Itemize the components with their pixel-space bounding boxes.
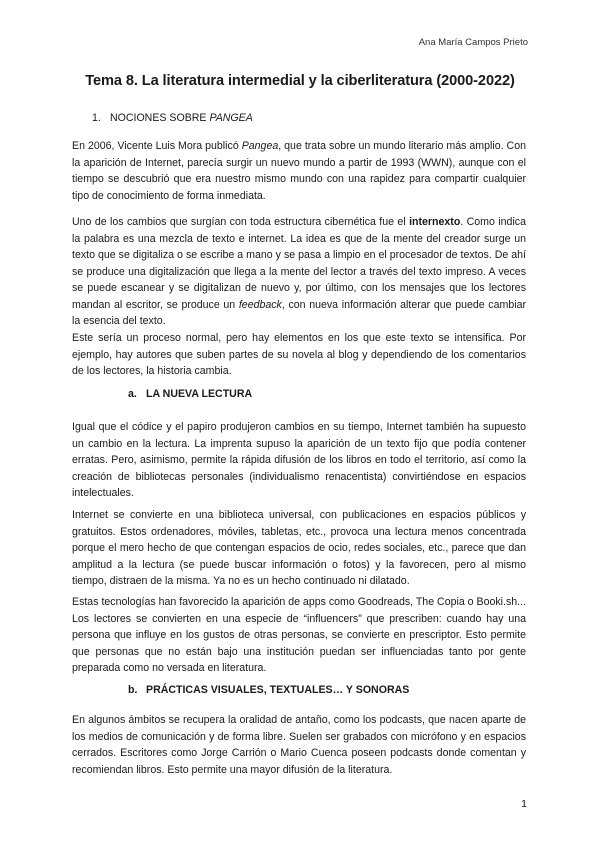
subsection-letter: b. <box>128 684 138 696</box>
section-title-italic: PANGEA <box>209 112 253 124</box>
section-number: 1. <box>92 112 101 124</box>
document-title: Tema 8. La literatura intermedial y la ciberliteratura (2000-2022) <box>85 73 515 89</box>
paragraph-1: En 2006, Vicente Luis Mora publicó Pangea, que trata sobre un mundo literario más amplio. Con la aparición de Internet, parecía surgir un nuevo mundo a partir de 1993 (WWN), aunque con el tiempo se descubrió que era nuestro mismo mundo con una rapidez para compartir cualquier tipo de conocimiento de forma inmediata. <box>72 140 526 202</box>
section-title: NOCIONES SOBRE <box>109 112 210 124</box>
term-feedback: feedback <box>238 298 282 311</box>
paragraph-2: Uno de los cambios que surgían con toda estructura cibernética fue el internexto. Como indica la palabra es una mezcla de texto e internet. La idea es que de la mente del creador surge un texto que se digitaliza o se escribe a mano y se pasa a limpio en el procesador de textos. De ahí se produce una digitalización que llega a la mente del lector a través del texto impreso. A veces se puede escanear y se digitalizan de nuevo y, por último, con los mensajes que los lectores mandan al escritor, se produce un feedback, con nueva información alterar que puede cambiar la esencia del texto. <box>72 216 526 327</box>
subsection-heading-b <box>128 684 409 696</box>
subsection-title: LA NUEVA LECTURA <box>146 388 253 400</box>
paragraph-5: Internet se convierte en una biblioteca universal, con publicaciones en espacios públicos y gratuitos. Estos ordenadores, móviles, tabletas, etc., provoca una lectura menos concentrada porque el mero hecho de que contengan espacios de ocio, redes sociales, etc., parece que dan amplitud a la lectura (se puede buscar información o fotos) y la favorecen, pero al mismo tiempo, distraen de la misma. Ya no es un hecho continuado ni dilatado. <box>72 509 526 587</box>
paragraph-4: Igual que el códice y el papiro produjeron cambios en su tiempo, Internet también ha supuesto un cambio en la lectura. La imprenta supuso la aparición de un texto fijo que podía contener erratas. Pero, asimismo, permite la rápida difusión de los libros en todo el territorio, así como la creación de bibliotecas personales (individualismo renacentista) convirtiéndose en espacios intelectuales. <box>72 421 526 499</box>
page-number: 1 <box>521 798 527 810</box>
paragraph-3: Este sería un proceso normal, pero hay elementos en los que este texto se intensifica. Por ejemplo, hay autores que suben partes de su novela al blog y dependiendo de los comentarios de los lectores, la historia cambia. <box>72 332 526 377</box>
paragraph-7: En algunos ámbitos se recupera la oralidad de antaño, como los podcasts, que nacen aparte de los medios de comunicación y de forma libre. Suelen ser grabados con micrófono y en espacios cerrados. Escritores como Jorge Carrión o Mario Cuenca poseen podcasts donde comentan y recomiendan libros. Esto permite una mayor difusión de la literatura. <box>72 714 526 776</box>
term-internexto: internexto <box>409 216 461 228</box>
paragraph-6: Estas tecnologías han favorecido la aparición de apps como Goodreads, The Copia o Booki.sh... Los lectores se convierten en una especie de “influencers” que prescriben: cuando hay una persona que influye en los gustos de otras personas, se convierte en prescriptor. Esto permite que personas que no están bajo una institución puedan ser influenciadas tanto por gente preparada como no versada en literatura. <box>72 596 526 674</box>
subsection-title: PRÁCTICAS VISUALES, TEXTUALES… Y SONORAS <box>146 684 410 696</box>
section-heading-1 <box>92 112 253 124</box>
book-title-pangea: Pangea <box>241 140 279 152</box>
subsection-heading-a <box>128 388 252 400</box>
subsection-letter: a. <box>128 388 137 400</box>
running-header-author: Ana María Campos Prieto <box>418 37 528 48</box>
